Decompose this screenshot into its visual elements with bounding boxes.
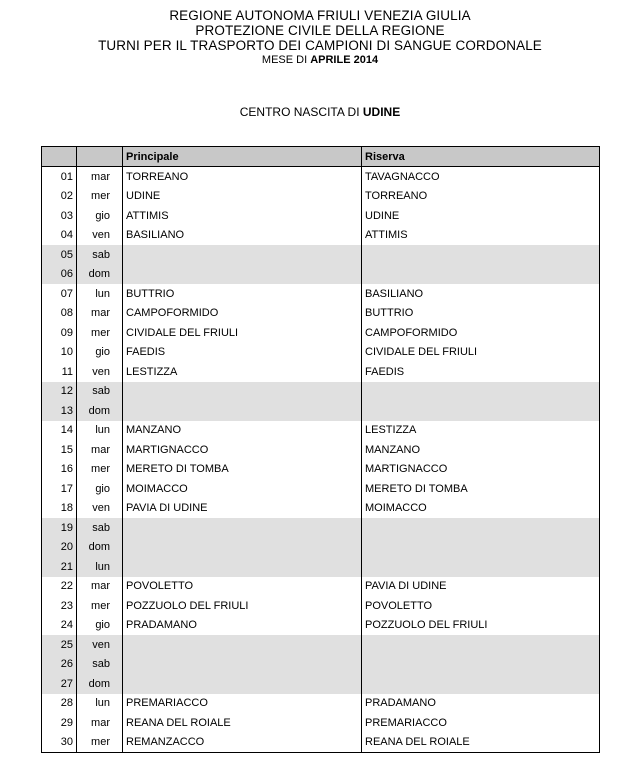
day-number-cell: 16 [42,460,77,480]
weekday-cell: dom [77,674,123,694]
principale-cell: MERETO DI TOMBA [123,460,362,480]
principale-cell [123,635,362,655]
header-title: TURNI PER IL TRASPORTO DEI CAMPIONI DI SANGUE CORDONALE [98,38,542,53]
principale-cell [123,655,362,675]
weekday-cell: mar [91,580,110,593]
day-number-cell: 25 [42,635,77,655]
table-row [42,479,600,499]
schedule-table [41,146,600,753]
principale-cell: MOIMACCO [123,479,362,499]
table-row [42,343,600,363]
weekday-cell: sab [77,655,123,675]
column-header-riserva: Riserva [362,147,600,167]
table-row [42,284,600,304]
riserva-cell: MOIMACCO [362,499,600,519]
table-row [42,382,600,402]
month-value: APRILE 2014 [310,54,379,66]
weekday-cell: lun [95,697,110,710]
riserva-cell: MANZANO [362,440,600,460]
column-header-number [42,147,77,167]
column-header-principale: Principale [123,147,362,167]
day-number-cell: 20 [42,538,77,558]
table-row [42,362,600,382]
weekday-cell: ven [92,229,110,242]
riserva-cell: POZZUOLO DEL FRIULI [362,616,600,636]
header-region: REGIONE AUTONOMA FRIULI VENEZIA GIULIA [169,8,471,23]
weekday-cell: mer [91,463,110,476]
principale-cell [123,382,362,402]
table-row [42,226,600,246]
day-number-cell: 10 [42,343,77,363]
weekday-cell: sab [77,382,123,402]
riserva-cell: PRADAMANO [362,694,600,714]
riserva-cell: UDINE [362,206,600,226]
table-row [42,557,600,577]
table-row [42,635,600,655]
centro-nascita [0,105,640,119]
day-number-cell: 13 [42,401,77,421]
column-header-day [77,147,123,167]
weekday-cell: mer [91,326,110,339]
table-header-row [42,147,600,167]
riserva-cell: MARTIGNACCO [362,460,600,480]
principale-cell: PRADAMANO [123,616,362,636]
principale-cell: PREMARIACCO [123,694,362,714]
document-header [0,8,640,67]
riserva-cell: TORREANO [362,187,600,207]
principale-cell: REANA DEL ROIALE [123,713,362,733]
weekday-cell: ven [92,502,110,515]
table-row [42,713,600,733]
weekday-cell: mer [77,733,123,753]
riserva-cell: PAVIA DI UDINE [362,577,600,597]
weekday-cell: lun [95,287,110,300]
day-number-cell: 02 [42,187,77,207]
weekday-cell: gio [95,482,110,495]
principale-cell: LESTIZZA [123,362,362,382]
principale-cell [123,518,362,538]
day-number-cell: 18 [42,499,77,519]
table-row [42,440,600,460]
principale-cell: MANZANO [123,421,362,441]
header-month [0,54,640,67]
weekday-cell: mar [91,443,110,456]
riserva-cell [362,265,600,285]
day-number-cell: 06 [42,265,77,285]
riserva-cell: LESTIZZA [362,421,600,441]
riserva-cell: PREMARIACCO [362,713,600,733]
table-row [42,265,600,285]
header-department: PROTEZIONE CIVILE DELLA REGIONE [195,23,445,38]
table-row [42,518,600,538]
riserva-cell [362,518,600,538]
weekday-cell: mer [91,599,110,612]
principale-cell [123,557,362,577]
principale-cell: MARTIGNACCO [123,440,362,460]
table-row [42,421,600,441]
principale-cell: POZZUOLO DEL FRIULI [123,596,362,616]
principale-cell: TORREANO [123,167,362,187]
table-row [42,733,600,753]
day-number-cell: 26 [42,655,77,675]
day-number-cell: 12 [42,382,77,402]
principale-cell [123,674,362,694]
day-number-cell: 24 [42,616,77,636]
riserva-cell: FAEDIS [362,362,600,382]
weekday-cell: lun [95,424,110,437]
day-number-cell: 14 [42,421,77,441]
day-number-cell: 15 [42,440,77,460]
table-row [42,304,600,324]
day-number-cell: 07 [42,284,77,304]
riserva-cell [362,557,600,577]
weekday-cell: mar [91,716,110,729]
weekday-cell: sab [77,518,123,538]
day-number-cell: 09 [42,323,77,343]
riserva-cell: TAVAGNACCO [362,167,600,187]
table-row [42,694,600,714]
weekday-cell: ven [77,635,123,655]
riserva-cell [362,674,600,694]
day-number-cell: 01 [42,167,77,187]
principale-cell: BUTTRIO [123,284,362,304]
riserva-cell [362,382,600,402]
riserva-cell [362,655,600,675]
weekday-cell: dom [77,538,123,558]
weekday-cell: ven [92,365,110,378]
principale-cell: CIVIDALE DEL FRIULI [123,323,362,343]
riserva-cell [362,635,600,655]
day-number-cell: 30 [42,733,77,753]
weekday-cell: mar [91,307,110,320]
principale-cell [123,538,362,558]
principale-cell: PAVIA DI UDINE [123,499,362,519]
table-row [42,674,600,694]
riserva-cell: BASILIANO [362,284,600,304]
weekday-cell: mar [91,170,110,183]
principale-cell: REMANZACCO [123,733,362,753]
principale-cell: BASILIANO [123,226,362,246]
day-number-cell: 22 [42,577,77,597]
day-number-cell: 05 [42,245,77,265]
day-number-cell: 11 [42,362,77,382]
principale-cell: FAEDIS [123,343,362,363]
table-row [42,206,600,226]
riserva-cell: REANA DEL ROIALE [362,733,600,753]
weekday-cell: mer [91,190,110,203]
day-number-cell: 28 [42,694,77,714]
principale-cell: ATTIMIS [123,206,362,226]
riserva-cell: BUTTRIO [362,304,600,324]
riserva-cell: ATTIMIS [362,226,600,246]
table-row [42,538,600,558]
table-row [42,167,600,187]
riserva-cell [362,401,600,421]
day-number-cell: 23 [42,596,77,616]
principale-cell: CAMPOFORMIDO [123,304,362,324]
table-row [42,499,600,519]
principale-cell: POVOLETTO [123,577,362,597]
riserva-cell: MERETO DI TOMBA [362,479,600,499]
riserva-cell [362,538,600,558]
table-row [42,245,600,265]
riserva-cell: POVOLETTO [362,596,600,616]
centro-value: UDINE [362,105,401,119]
riserva-cell: CIVIDALE DEL FRIULI [362,343,600,363]
weekday-cell: lun [77,557,123,577]
table-row [42,187,600,207]
day-number-cell: 04 [42,226,77,246]
principale-cell [123,401,362,421]
principale-cell [123,265,362,285]
weekday-cell: sab [77,245,123,265]
table-row [42,596,600,616]
day-number-cell: 21 [42,557,77,577]
weekday-cell: dom [77,265,123,285]
weekday-cell: gio [95,619,110,632]
month-prefix: MESE DI [261,54,308,66]
riserva-cell [362,245,600,265]
day-number-cell: 08 [42,304,77,324]
table-row [42,323,600,343]
day-number-cell: 29 [42,713,77,733]
weekday-cell: gio [95,209,110,222]
principale-cell [123,245,362,265]
table-row [42,655,600,675]
table-body [42,167,600,753]
centro-prefix: CENTRO NASCITA DI [239,105,360,119]
table-row [42,401,600,421]
riserva-cell: CAMPOFORMIDO [362,323,600,343]
day-number-cell: 19 [42,518,77,538]
table-row [42,460,600,480]
day-number-cell: 03 [42,206,77,226]
table-row [42,577,600,597]
weekday-cell: dom [77,401,123,421]
day-number-cell: 17 [42,479,77,499]
table-row [42,616,600,636]
principale-cell: UDINE [123,187,362,207]
weekday-cell: gio [95,346,110,359]
day-number-cell: 27 [42,674,77,694]
